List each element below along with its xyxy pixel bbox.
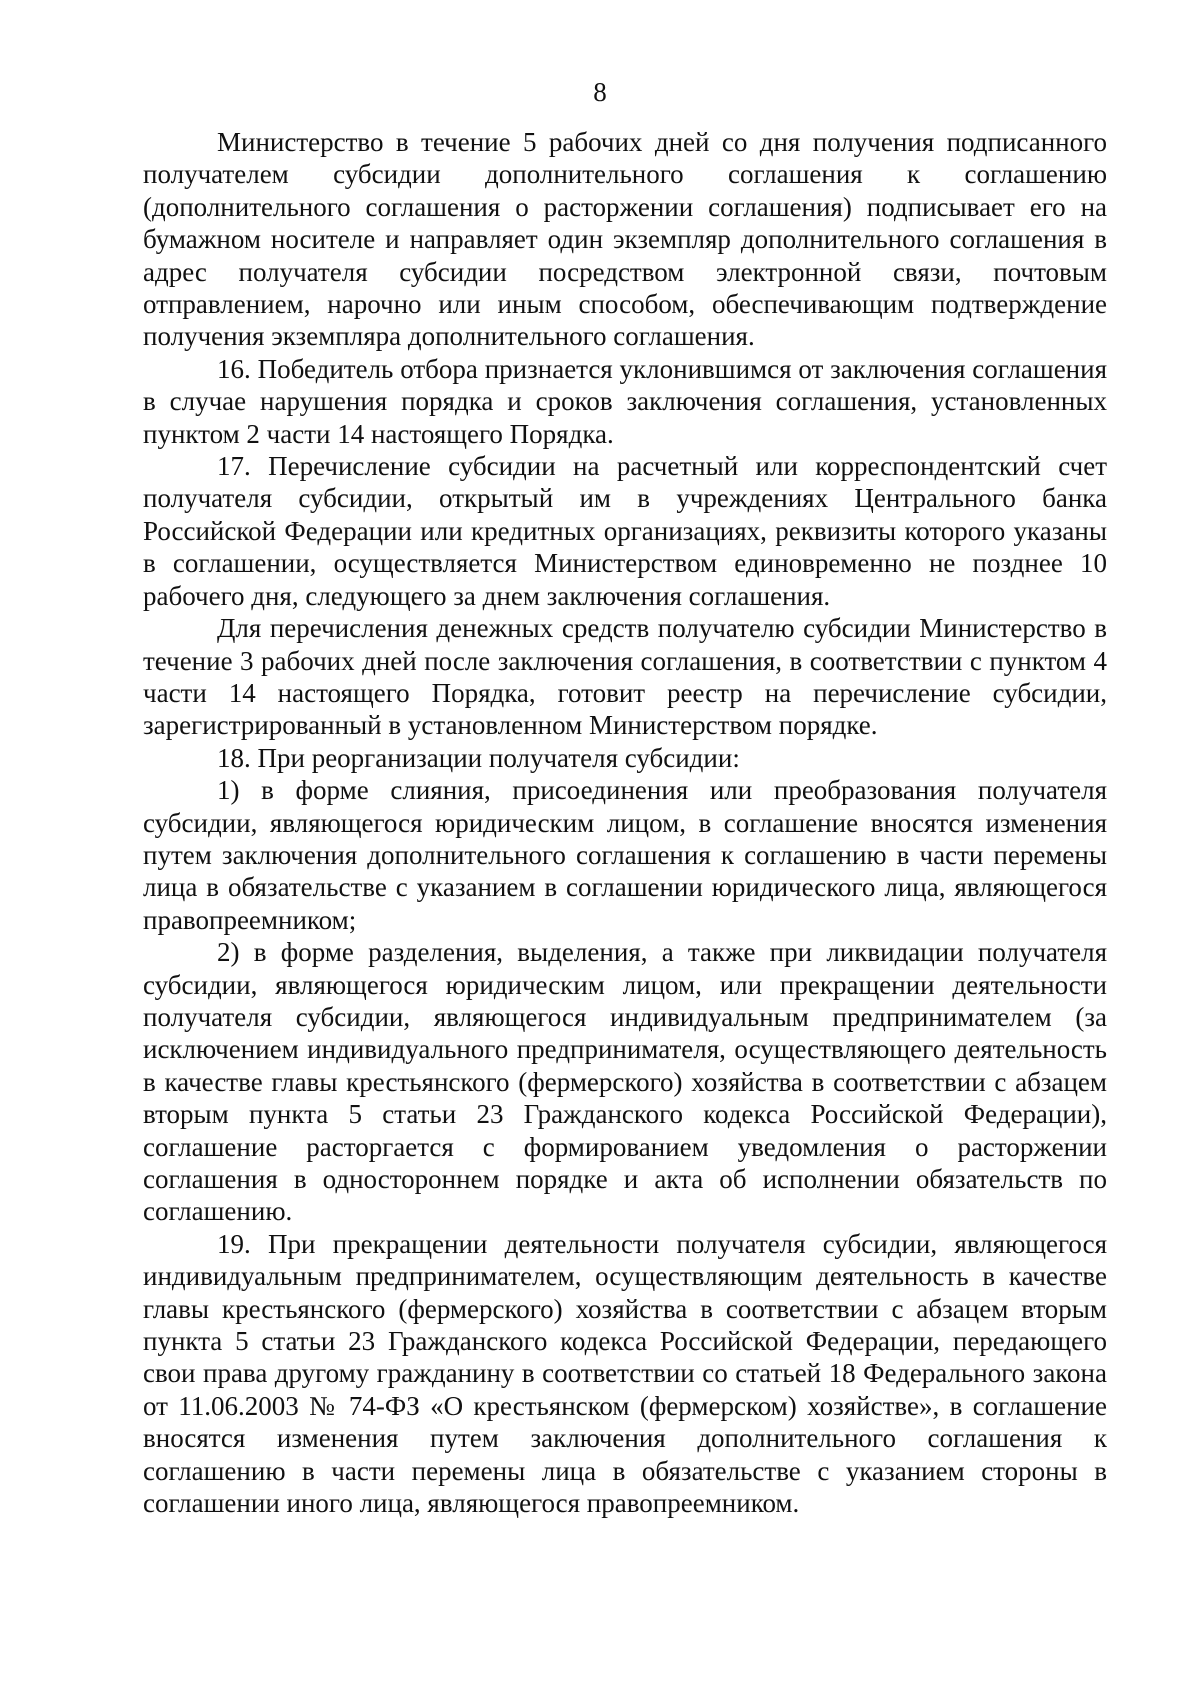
document-body bbox=[143, 126, 1107, 1519]
paragraph-19-termination: 19. При прекращении деятельности получателя субсидии, являющегося индивидуальным предпринимателем, осуществляющим деятельность в качестве главы крестьянского (фермерского) хозяйства в соответствии с абзацем вторым пункта 5 статьи 23 Гражданского кодекса Российской Федерации, передающего свои права другому гражданину в соответствии со статьей 18 Федерального закона от 11.06.2003 № 74-ФЗ «О крестьянском (фермерском) хозяйстве», в соглашение вносятся изменения путем заключения дополнительного соглашения к соглашению в части перемены лица в обязательстве с указанием стороны в соглашении иного лица, являющегося правопреемником. bbox=[143, 1228, 1107, 1519]
paragraph-17-transfer: 17. Перечисление субсидии на расчетный или корреспондентский счет получателя субсидии, открытый им в учреждениях Центрального банка Российской Федерации или кредитных организациях, реквизиты которого указаны в соглашении, осуществляется Министерством единовременно не позднее 10 рабочего дня, следующего за днем заключения соглашения. bbox=[143, 451, 1107, 611]
paragraph-18-item-2: 2) в форме разделения, выделения, а также при ликвидации получателя субсидии, являющегося юридическим лицом, или прекращении деятельности получателя субсидии, являющегося индивидуальным предпринимателем (за исключением индивидуального предпринимателя, осуществляющего деятельность в качестве главы крестьянского (фермерского) хозяйства в соответствии с абзацем вторым пункта 5 статьи 23 Гражданского кодекса Российской Федерации), соглашение расторгается с формированием уведомления о расторжении соглашения в одностороннем порядке и акта об исполнении обязательств по соглашению. bbox=[143, 937, 1107, 1227]
page-number: 8 bbox=[593, 77, 607, 107]
paragraph-16-evasion: 16. Победитель отбора признается уклонившимся от заключения соглашения в случае нарушения порядка и сроков заключения соглашения, установленных пунктом 2 части 14 настоящего Порядка. bbox=[143, 353, 1107, 449]
paragraph-signing-procedure: Министерство в течение 5 рабочих дней со дня получения подписанного получателем субсидии дополнительного соглашения к соглашению (дополнительного соглашения о расторжении соглашения) подписывает его на бумажном носителе и направляет один экземпляр дополнительного соглашения в адрес получателя субсидии посредством электронной связи, почтовым отправлением, нарочно или иным способом, обеспечивающим подтверждение получения экземпляра дополнительного соглашения. bbox=[143, 127, 1107, 352]
paragraph-18-reorganization: 18. При реорганизации получателя субсидии: bbox=[217, 742, 740, 773]
paragraph-18-item-1: 1) в форме слияния, присоединения или преобразования получателя субсидии, являющегося юридическим лицом, в соглашение вносятся изменения путем заключения дополнительного соглашения к соглашению в части перемены лица в обязательстве с указанием в соглашении юридического лица, являющегося правопреемником; bbox=[143, 775, 1107, 935]
paragraph-transfer-registry: Для перечисления денежных средств получателю субсидии Министерство в течение 3 рабочих дней после заключения соглашения, в соответствии с пунктом 4 части 14 настоящего Порядка, готовит реестр на перечисление субсидии, зарегистрированный в установленном Министерством порядке. bbox=[143, 613, 1107, 741]
